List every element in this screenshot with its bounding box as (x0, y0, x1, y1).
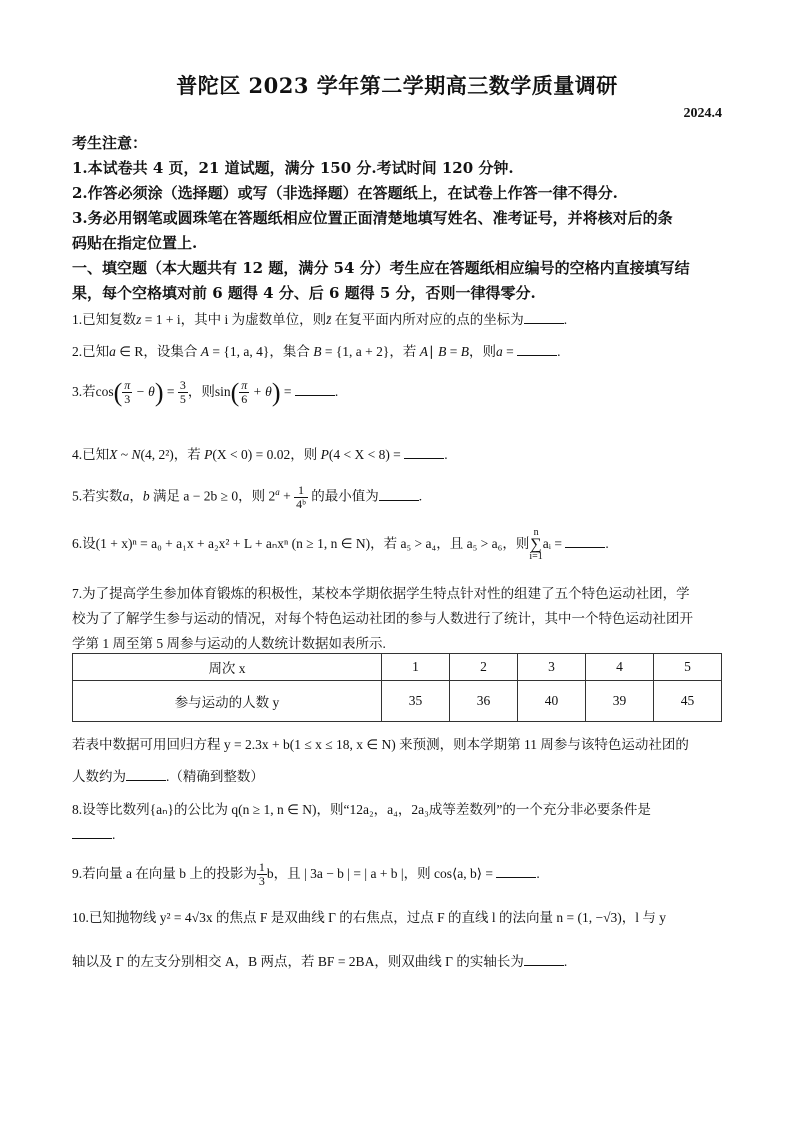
q7-text: 人数约为 (72, 769, 126, 784)
q4-var: N (131, 447, 141, 462)
frac-den: 3 (258, 874, 265, 889)
q5-text: 的最小值为 (307, 488, 379, 504)
q2-text: = {1, a + 2}，若 (321, 344, 420, 359)
answer-blank[interactable] (379, 488, 419, 501)
table-row (73, 654, 722, 681)
frac-num: 3 (179, 378, 186, 393)
q4-text: (4, 2²)，若 (140, 447, 205, 462)
q5-var: a (122, 488, 130, 504)
frac-den: 3 (124, 392, 131, 407)
q6-text: (1 + x)ⁿ = a₀ + a₁x + a₂x² + L + aₙxⁿ (n ≥ 1, n ∈ N)，若 a₅ > a₄，且 a₅ > a₆，则 (95, 536, 530, 552)
q6-sum (529, 528, 542, 562)
table-cell-week: 5 (654, 654, 722, 681)
table-cell-count: 39 (586, 681, 654, 722)
q5-text: + (279, 488, 295, 504)
q10-text: 轴以及 Γ 的左支分别相交 A，B 两点，若 BF = 2BA，则双曲线 Γ 的实轴长为 (72, 954, 524, 969)
exam-title: 普陀区 2023 学年第二学期高三数学质量调研 (176, 73, 618, 98)
q5-exponent: a (275, 487, 280, 497)
frac-den: 4ᵇ (296, 496, 306, 511)
table-cell-count: 35 (382, 681, 450, 722)
q4-text: (X < 0) = 0.02，则 (212, 447, 321, 462)
q2-text: = (502, 344, 514, 359)
q3-frac-2 (178, 379, 188, 406)
q2-var: B (313, 344, 322, 359)
left-paren: ( (113, 377, 123, 407)
q2-var: a (109, 344, 116, 359)
table-cell-count: 36 (450, 681, 518, 722)
q9-frac (257, 861, 267, 888)
q5-var: b (142, 488, 150, 504)
frac-num: 1 (258, 860, 265, 875)
question-9: 9.若向量 a 在向量 b 上的投影为 $\frac{1}{3}$ b，且 | 3a − b | = | a + b |，则 cos⟨a, b⟩ = . (72, 860, 540, 889)
table-cell-week: 4 (586, 654, 654, 681)
q5-frac (294, 484, 308, 511)
q2-text: ，则 (469, 344, 497, 359)
table-cell-count: 45 (654, 681, 722, 722)
q9-pre: 9.若向量 a 在向量 b 上的投影为 (72, 866, 257, 881)
notice-heading: 考生注意： (72, 134, 148, 152)
q2-var: A (419, 344, 429, 359)
frac-num: 1 (294, 484, 308, 498)
answer-blank[interactable] (565, 535, 605, 548)
notice-item-1: 1.本试卷共 4 页，21 道试题，满分 150 分.考试时间 120 分钟. (72, 159, 514, 177)
q9-text: b，且 | 3a − b | = | a + b |，则 cos⟨a, b⟩ = (266, 866, 494, 881)
question-6: 6.设(1 + x)ⁿ = a₀ + a₁x + a₂x² + L + aₙxⁿ (n ≥ 1, n ∈ N)，若 a₅ > a₄，且 a₅ > a₆，则 n ∑ i=1 aᵢ = . (72, 527, 609, 562)
q1-text-1: = 1 + i，其中 i 为虚数单位，则 (141, 312, 327, 327)
q3-frac-3 (239, 379, 249, 406)
notice-item-3: 3.务必用钢笔或圆珠笔在答题纸相应位置正面清楚地填写姓名、准考证号，并将核对后的条 (72, 209, 673, 227)
question-7-after-2 (72, 765, 724, 785)
q2-text: = {1, a, 4}，集合 (209, 344, 314, 359)
right-paren: ) (154, 377, 164, 407)
frac-den: 5 (179, 392, 186, 407)
q3-sin: sin (214, 384, 231, 399)
right-paren: ) (271, 377, 281, 407)
question-3: 3.若cos( $\frac{\pi}{3}$ − θ) = $\frac{3}{5}$ ，则sin( $\frac{\pi}{6}$ + θ) = . (72, 377, 339, 407)
question-7-line-2: 校为了了解学生参与运动的情况，对每个特色运动社团的参与人数进行了统计，其中一个特色运动社团开 (72, 611, 693, 626)
q1-var-z: z (136, 312, 142, 327)
q3-text: = (280, 384, 292, 399)
q5-text: ， (129, 488, 143, 504)
answer-blank[interactable] (295, 383, 335, 396)
answer-blank[interactable] (404, 446, 444, 459)
q2-pre: 2.已知 (72, 344, 110, 359)
q5-text: 满足 a − 2b ≥ 0，则 2 (149, 488, 276, 504)
q7-text: .（精确到整数） (166, 769, 264, 784)
q2-var: B (460, 344, 470, 359)
sum-symbol: ∑ (530, 536, 542, 553)
q4-var: P (204, 447, 213, 462)
q1-var-zbar: z̄ (326, 312, 332, 327)
q3-text: ，则 (187, 384, 215, 399)
q3-text: + θ (249, 384, 272, 399)
question-7-line-3: 学第 1 周至第 5 周参与运动的人数统计数据如表所示. (72, 636, 386, 651)
table-cell-week: 3 (518, 654, 586, 681)
frac-num: π (241, 378, 248, 393)
answer-blank[interactable] (517, 343, 557, 356)
q4-var: X (109, 447, 118, 462)
frac-num: π (124, 378, 131, 393)
q2-text: ∈ R，设集合 (115, 344, 201, 359)
q2-var: B (438, 344, 447, 359)
q3-frac-1 (122, 379, 132, 406)
q6-pre: 6.设 (72, 536, 96, 552)
left-paren: ( (230, 377, 240, 407)
q3-text: = (163, 384, 178, 399)
answer-blank[interactable] (524, 311, 564, 324)
data-table (72, 653, 722, 722)
q2-text: ∣ (428, 344, 439, 359)
q4-text: (4 < X < 8) = (328, 447, 401, 462)
section1-instructions-1: 一、填空题（本大题共有 12 题，满分 54 分）考生应在答题纸相应编号的空格内直接填写结 (72, 259, 690, 277)
q3-text: − θ (132, 384, 155, 399)
table-cell-week: 1 (382, 654, 450, 681)
question-10-line-2: 轴以及 Γ 的左支分别相交 A，B 两点，若 BF = 2BA，则双曲线 Γ 的实轴长为 . (72, 954, 568, 969)
q1-text-2: 在复平面内所对应的点的坐标为 (331, 312, 524, 327)
question-10-line-1: 10.已知抛物线 y² = 4√3x 的焦点 F 是双曲线 Γ 的右焦点，过点 F 的直线 l 的法向量 n = (1, −√3)，l 与 y (72, 910, 667, 925)
question-7-after-1: 若表中数据可用回归方程 y = 2.3x + b(1 ≤ x ≤ 18, x ∈ N) 来预测，则本学期第 11 周参与该特色运动社团的 (72, 737, 689, 752)
sum-upper: n (533, 527, 539, 538)
frac-den: 6 (241, 392, 248, 407)
question-5: 5.若实数a，b 满足 a − 2b ≥ 0，则 $2^a$ + $\frac{1}{\text{4ᵇ}}$ 的最小值为 . (72, 482, 423, 511)
answer-blank[interactable] (126, 768, 166, 781)
table-cell-count: 40 (518, 681, 586, 722)
notice-item-2: 2.作答必须涂（选择题）或写（非选择题）在答题纸上，在试卷上作答一律不得分. (72, 184, 618, 202)
q2-var: a (496, 344, 503, 359)
q4-text: ~ (117, 447, 132, 462)
answer-blank[interactable] (524, 953, 564, 966)
answer-blank[interactable] (72, 826, 112, 839)
question-8: 8.设等比数列{aₙ}的公比为 q(n ≥ 1, n ∈ N)，则“12a₂，a₄，2a₃成等差数列”的一个充分非必要条件是 (72, 802, 651, 817)
q4-pre: 4.已知 (72, 447, 110, 462)
answer-blank[interactable] (496, 865, 536, 878)
table-header-label: 周次 x (73, 654, 382, 681)
section1-instructions-2: 果，每个空格填对前 6 题得 4 分、后 6 题得 5 分，否则一律得零分. (72, 284, 536, 302)
table-row-label: 参与运动的人数 y (73, 681, 382, 722)
exam-date: 2024.4 (683, 106, 722, 121)
q1-pre: 1.已知复数 (72, 312, 137, 327)
question-4: 4.已知X ~ N(4, 2²)，若 P(X < 0) = 0.02，则 P(4 < X < 8) = . (72, 447, 448, 462)
q2-text: = (446, 344, 461, 359)
q3-pre: 3.若 (72, 384, 96, 399)
q6-text: aᵢ = (542, 536, 562, 552)
q2-var: A (200, 344, 210, 359)
table-row (73, 681, 722, 722)
table-cell-week: 2 (450, 654, 518, 681)
sum-lower: i=1 (529, 551, 543, 562)
question-2: 2.已知a ∈ R，设集合 A = {1, a, 4}，集合 B = {1, a + 2}，若 A∣ B = B，则a = . (72, 344, 561, 359)
question-7-line-1: 7.为了提高学生参加体育锻炼的积极性，某校本学期依据学生特点针对性的组建了五个特色运动社团，学 (72, 586, 690, 601)
q4-var: P (320, 447, 329, 462)
q5-pre: 5.若实数 (72, 488, 123, 504)
question-8-blank-line: . (72, 826, 724, 843)
notice-item-3-cont: 码贴在指定位置上. (72, 234, 198, 252)
question-1: 1.已知复数z = 1 + i，其中 i 为虚数单位，则z̄ 在复平面内所对应的点的坐标为 . (72, 312, 568, 327)
q3-cos: cos (95, 384, 114, 399)
